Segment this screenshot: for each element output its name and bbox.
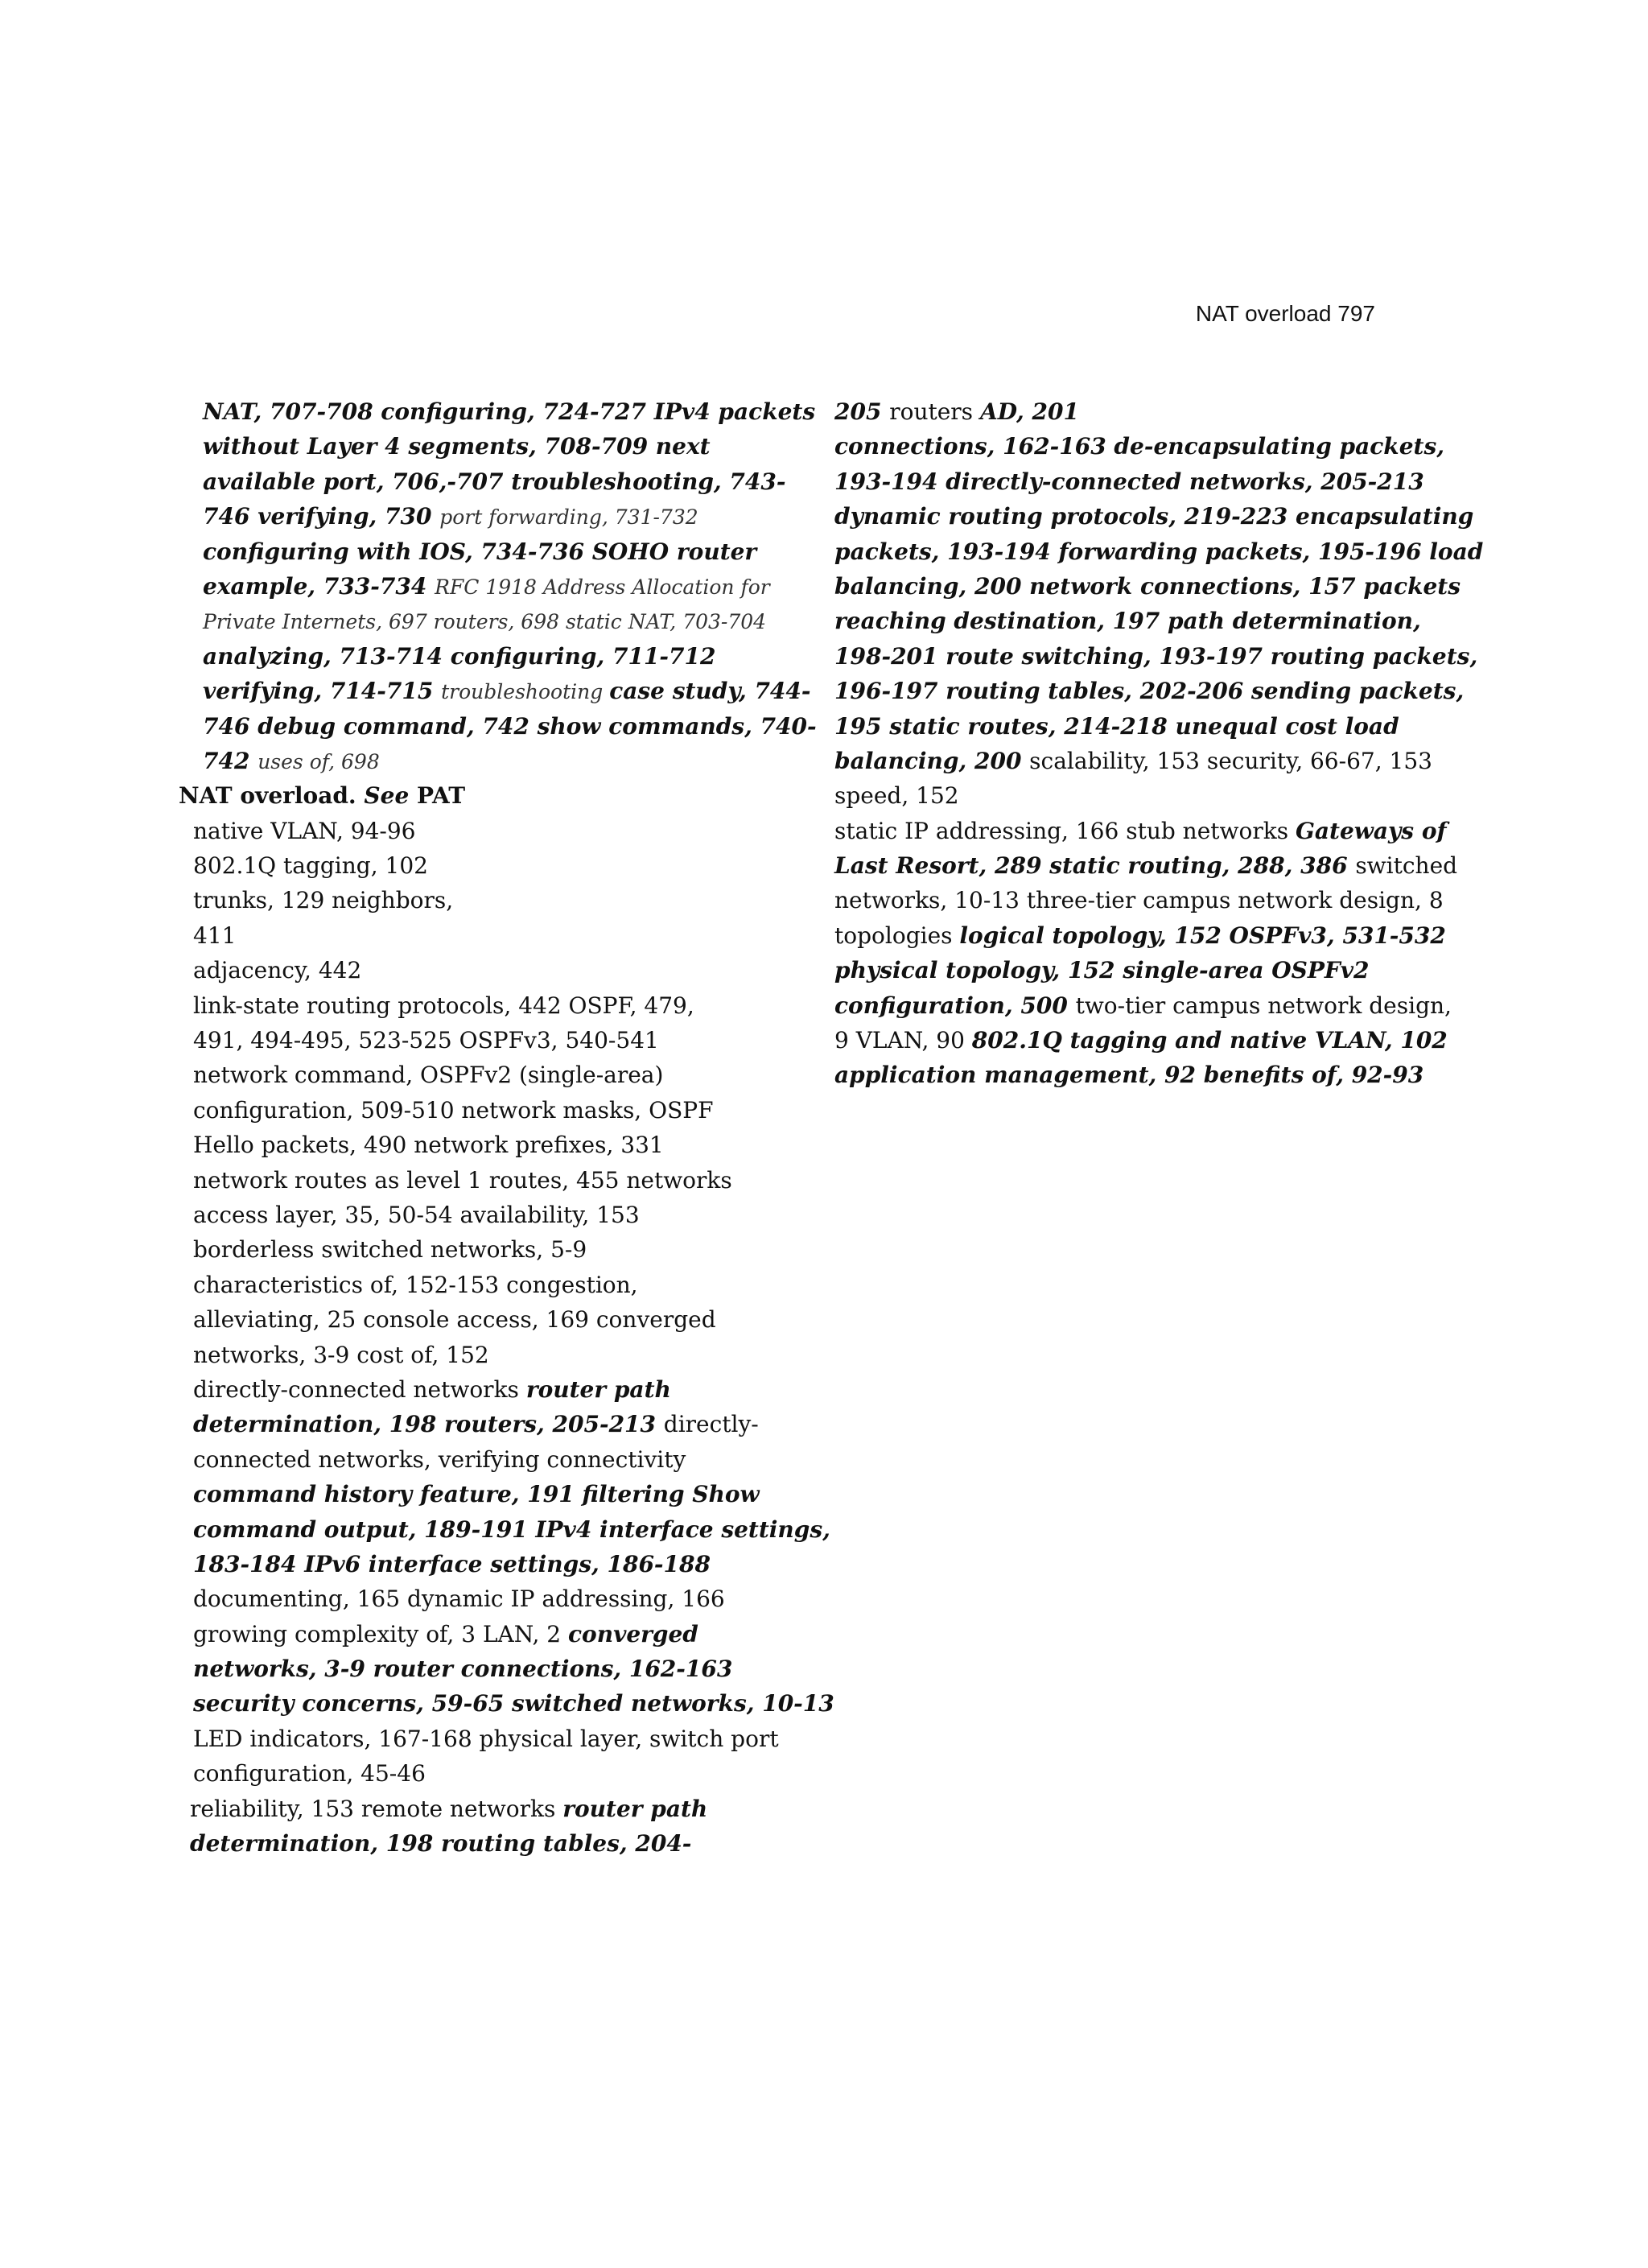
index-column-left [179, 394, 834, 1861]
index-line [834, 604, 1430, 638]
index-text-run: speed, 152 [834, 782, 959, 810]
index-text-run: reaching destination, 197 path determination, [834, 608, 1421, 635]
index-text-run: logical topology, 152 OSPFv3, 531-532 [959, 922, 1446, 949]
index-line [179, 1826, 790, 1861]
index-line [179, 744, 790, 778]
index-line [179, 1268, 790, 1302]
index-line [179, 1232, 790, 1267]
index-text-run: directly- [663, 1411, 759, 1438]
index-line [834, 848, 1458, 883]
index-line [179, 1442, 790, 1477]
index-text-run: physical topology, 152 single-area OSPFv2 [834, 957, 1370, 984]
index-text-run: adjacency, 442 [193, 957, 362, 984]
index-text-run: example, 733-734 [203, 572, 435, 600]
index-text-run: 196-197 routing tables, 202-206 sending packets, [834, 678, 1465, 705]
index-text-run: growing complexity of, 3 LAN, 2 [193, 1620, 568, 1647]
index-line [179, 639, 790, 674]
index-text-run: reliability, 153 remote networks [190, 1795, 563, 1822]
index-line [834, 1023, 1448, 1058]
index-line [179, 814, 790, 848]
index-text-run: Gateways of [1295, 817, 1447, 844]
index-line [179, 394, 816, 429]
index-text-run: configuration, 509-510 network masks, OSPF [193, 1096, 714, 1124]
index-line [179, 883, 790, 918]
index-line [179, 1058, 790, 1092]
index-line [834, 639, 1478, 674]
index-text-run: networks, 3-9 router connections, 162-163 [193, 1656, 733, 1683]
index-text-run: NAT, 707-708 configuring, 724-727 IPv4 packets [203, 398, 816, 425]
index-text-run: directly-connected networks [193, 1375, 526, 1403]
index-text-run: determination, 198 routers, 205-213 [193, 1411, 664, 1438]
index-text-run: network command, OSPFv2 (single-area) [193, 1062, 664, 1089]
index-text-run: router path [525, 1375, 671, 1403]
index-line [834, 988, 1452, 1023]
index-line [179, 429, 790, 464]
index-text-run: native VLAN, 94-96 [193, 817, 416, 844]
index-text-run: packets, 193-194 forwarding packets, 195-196 load [834, 538, 1484, 565]
index-text-run: Last Resort, 289 static routing, 288, 386 [834, 852, 1356, 880]
index-line [179, 1581, 790, 1616]
index-text-run: configuring with IOS, 734-736 SOHO router [203, 538, 757, 565]
index-line [179, 953, 790, 988]
index-line [179, 1338, 790, 1372]
index-line [179, 1302, 790, 1337]
index-line [179, 1722, 790, 1756]
index-line [834, 883, 1444, 918]
index-text-run: without Layer 4 segments, 708-709 next [203, 433, 711, 460]
index-text-run: networks, 10-13 three-tier campus network design, 8 [834, 887, 1444, 914]
index-text-run: 411 [193, 922, 237, 949]
index-line [834, 534, 1484, 569]
index-line [179, 1023, 790, 1058]
index-text-run: command output, 189-191 IPv4 interface settings, [193, 1515, 830, 1543]
index-line [834, 464, 1430, 499]
index-line [179, 1407, 790, 1441]
index-text-run: documenting, 165 dynamic IP addressing, 166 [193, 1586, 725, 1613]
index-line [179, 1128, 790, 1162]
index-line [834, 918, 1446, 953]
index-text-run: connected networks, verifying connectivity [193, 1445, 686, 1473]
index-text-run: dynamic routing protocols, 219-223 encapsulating [834, 503, 1474, 530]
index-line [179, 1792, 790, 1826]
index-line [179, 1547, 790, 1581]
index-line [834, 499, 1474, 534]
index-text-run: security concerns, 59-65 switched networks, 10-13 [193, 1690, 834, 1717]
index-line [179, 1686, 834, 1721]
index-text-run: 205 [834, 398, 890, 425]
index-text-run: 746 debug command, 742 show commands, 740- [203, 712, 817, 740]
index-text-run: uses of, 698 [258, 749, 380, 773]
index-line [179, 1093, 790, 1128]
index-line [179, 709, 817, 744]
index-text-run: RFC 1918 Address Allocation for [435, 575, 770, 599]
index-text-run: balancing, 200 [834, 747, 1030, 774]
index-line [179, 569, 790, 604]
index-line [834, 569, 1461, 604]
index-line [834, 674, 1465, 708]
index-text-run: router path [562, 1795, 708, 1822]
index-line [834, 709, 1430, 744]
index-text-run: alleviating, 25 console access, 169 converged [193, 1306, 716, 1334]
index-text-run: AD, 201 [979, 398, 1079, 425]
index-text-run: static IP addressing, 166 stub networks [834, 817, 1296, 844]
index-line [179, 499, 790, 534]
index-text-run: 193-194 directly-connected networks, 205-213 [834, 468, 1424, 495]
index-text-run: application management, 92 benefits of, 92-93 [834, 1062, 1424, 1089]
index-text-run: verifying, 714-715 [203, 678, 442, 705]
index-line [179, 464, 790, 499]
index-line [834, 1058, 1430, 1092]
index-line [834, 953, 1430, 988]
index-text-run: two-tier campus network design, [1075, 992, 1452, 1019]
index-text-run: command history feature, 191 filtering Show [193, 1481, 760, 1508]
index-text-run: Hello packets, 490 network prefixes, 331 [193, 1132, 664, 1159]
index-text-run: 183-184 IPv6 interface settings, 186-188 [193, 1550, 711, 1577]
index-text-run: 195 static routes, 214-218 unequal cost load [834, 712, 1399, 740]
index-text-run: scalability, 153 security, 66-67, 153 [1029, 747, 1432, 774]
index-text-run: analyzing, 713-714 configuring, 711-712 [203, 642, 716, 670]
index-line [179, 674, 811, 708]
index-text-run: access layer, 35, 50-54 availability, 153 [193, 1201, 640, 1228]
index-text-run: link-state routing protocols, 442 OSPF, 479, [193, 992, 694, 1019]
index-text-run: routers [889, 398, 980, 425]
index-text-run: borderless switched networks, 5-9 [193, 1236, 587, 1264]
index-line [179, 848, 790, 883]
index-text-run: configuration, 45-46 [193, 1760, 426, 1788]
running-head: NAT overload 797 [1195, 301, 1375, 326]
index-text-run: configuration, 500 [834, 992, 1076, 1019]
index-line [834, 429, 1444, 464]
index-line [834, 814, 1447, 848]
index-text-run: networks, 3-9 cost of, 152 [193, 1341, 489, 1368]
index-text-run: port forwarding, 731-732 [439, 505, 698, 530]
index-line [179, 918, 790, 953]
index-line [179, 988, 790, 1023]
index-text-run: 802.1Q tagging, 102 [193, 852, 428, 880]
index-text-run: troubleshooting [441, 680, 610, 704]
index-text-run: 491, 494-495, 523-525 OSPFv3, 540-541 [193, 1027, 659, 1054]
index-text-run: 802.1Q tagging and native VLAN, 102 [971, 1027, 1448, 1054]
index-line [834, 394, 1430, 429]
index-text-run: balancing, 200 network connections, 157 packets [834, 572, 1461, 600]
index-text-run: switched [1355, 852, 1458, 880]
index-text-run: topologies [834, 922, 960, 949]
index-text-run: available port, 706,-707 troubleshooting, 743- [203, 468, 786, 495]
index-text-run: 9 VLAN, 90 [834, 1027, 972, 1054]
index-line [179, 1477, 790, 1511]
index-line [179, 534, 790, 569]
index-line [834, 778, 1430, 813]
index-text-run: determination, 198 routing tables, 204- [190, 1830, 692, 1858]
index-line [179, 1756, 790, 1791]
index-line [179, 604, 790, 638]
index-text-run: converged [567, 1620, 698, 1647]
index-text-run: characteristics of, 152-153 congestion, [193, 1271, 638, 1298]
index-text-run: See [364, 782, 410, 810]
index-line [179, 1198, 790, 1232]
index-line [179, 1617, 790, 1652]
index-text-run: trunks, 129 neighbors, [193, 887, 454, 914]
index-text-run: network routes as level 1 routes, 455 networks [193, 1166, 732, 1194]
index-text-run: NAT overload. [179, 782, 365, 810]
index-line [179, 1512, 830, 1547]
index-text-run: connections, 162-163 de-encapsulating packets, [834, 433, 1444, 460]
index-line [179, 1372, 790, 1407]
index-text-run: 746 verifying, 730 [203, 503, 440, 530]
index-text-run: Private Internets, 697 routers, 698 static NAT, 703-704 [203, 610, 767, 634]
index-text-run: case study, 744- [609, 678, 811, 705]
index-text-run: 198-201 route switching, 193-197 routing packets, [834, 642, 1478, 670]
index-text-run: PAT [409, 782, 466, 810]
index-column-right [834, 394, 1484, 1093]
index-line [179, 778, 790, 813]
index-line [179, 1652, 790, 1686]
index-line [179, 1163, 790, 1198]
index-text-run: LED indicators, 167-168 physical layer, switch port [193, 1725, 779, 1752]
index-line [834, 744, 1430, 778]
index-text-run: 742 [203, 747, 258, 774]
